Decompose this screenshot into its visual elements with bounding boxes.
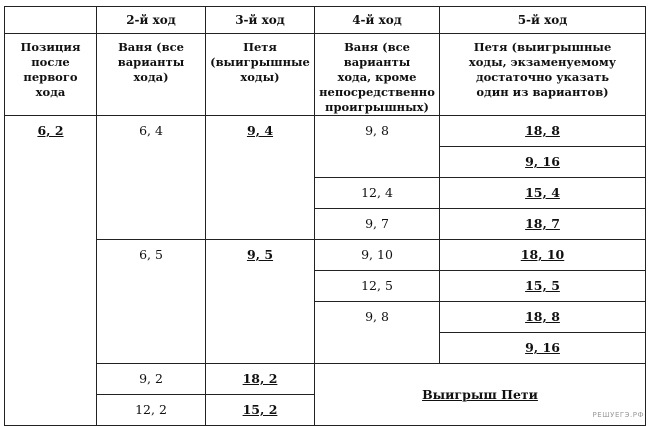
move5-value: 18, 8 [525, 123, 560, 138]
move4-value: 9, 10 [361, 247, 393, 262]
header-row-moves [5, 7, 646, 34]
header-empty-cell [5, 7, 97, 34]
table-row [5, 240, 646, 271]
move5-cell [440, 271, 646, 302]
move4-cell [315, 178, 440, 209]
game-analysis-table [4, 6, 646, 426]
subheader-vanya-all-line: Ваня (все [118, 40, 184, 54]
move3-cell [206, 395, 315, 426]
move5-value: 18, 8 [525, 309, 560, 324]
subheader-petya-final-line: Петя (выигрышные [473, 40, 612, 54]
subheader-position-line: Позиция [20, 40, 81, 54]
move5-cell [440, 302, 646, 333]
table-row [5, 116, 646, 147]
move3-cell [206, 116, 315, 240]
move2-cell [97, 395, 206, 426]
header-move-3: 3-й ход [206, 7, 315, 34]
header-move-5: 5-й ход [440, 7, 646, 34]
move3-value: 9, 4 [246, 123, 274, 138]
move2-value: 6, 5 [139, 247, 163, 262]
subheader-vanya-all-line: хода) [133, 70, 169, 84]
watermark: РЕШУЕГЭ.РФ [592, 411, 644, 419]
move5-value: 9, 16 [525, 340, 560, 355]
subheader-vanya-nonlosing-line: проигрышных) [325, 100, 429, 114]
move4-value: 12, 5 [361, 278, 393, 293]
subheader-petya-final-line: ходы, экзаменуемому [468, 55, 617, 69]
move5-cell [440, 147, 646, 178]
move5-cell [440, 116, 646, 147]
move5-value: 9, 16 [525, 154, 560, 169]
header-move-2: 2-й ход [97, 7, 206, 34]
header-row-descriptions [5, 34, 646, 116]
position-value: 6, 2 [37, 123, 64, 138]
move2-cell [97, 240, 206, 364]
subheader-position [5, 34, 97, 116]
subheader-petya-winning-line: Петя [243, 40, 277, 54]
move4-value: 12, 4 [361, 185, 393, 200]
move2-value: 9, 2 [139, 371, 163, 386]
move4-value: 9, 8 [365, 123, 389, 138]
move5-cell [440, 178, 646, 209]
move4-cell [315, 240, 440, 271]
move4-cell [315, 302, 440, 364]
header-move-4: 4-й ход [315, 7, 440, 34]
subheader-petya-final-line: один из вариантов) [476, 85, 609, 99]
subheader-vanya-nonlosing [315, 34, 440, 116]
move2-value: 6, 4 [139, 123, 163, 138]
move2-value: 12, 2 [135, 402, 167, 417]
move3-cell [206, 240, 315, 364]
subheader-position-line: первого [23, 70, 78, 84]
subheader-petya-winning-line: (выигрышные [210, 55, 310, 69]
move3-cell [206, 364, 315, 395]
table-row [5, 364, 646, 395]
move4-cell [315, 271, 440, 302]
subheader-position-line: после [31, 55, 70, 69]
move4-value: 9, 7 [365, 216, 389, 231]
move5-value: 18, 7 [525, 216, 560, 231]
subheader-petya-final-line: достаточно указать [475, 70, 610, 84]
move4-value: 9, 8 [365, 309, 389, 324]
move3-value: 15, 2 [242, 402, 278, 417]
position-cell [5, 116, 97, 426]
move5-value: 15, 5 [525, 278, 560, 293]
move4-cell [315, 209, 440, 240]
subheader-petya-final [440, 34, 646, 116]
move5-value: 18, 10 [520, 247, 565, 262]
subheader-petya-winning-line: ходы) [240, 70, 280, 84]
move5-cell [440, 209, 646, 240]
move4-cell [315, 116, 440, 178]
subheader-vanya-nonlosing-line: Ваня (все варианты [343, 40, 411, 69]
move2-cell [97, 364, 206, 395]
move5-cell [440, 333, 646, 364]
subheader-vanya-nonlosing-line: непосредственно [319, 85, 435, 99]
subheader-vanya-all-line: варианты [117, 55, 185, 69]
move5-cell [440, 240, 646, 271]
petya-wins-text: Выигрыш Пети [422, 387, 538, 402]
subheader-vanya-nonlosing-line: хода, кроме [337, 70, 417, 84]
move3-value: 18, 2 [242, 371, 278, 386]
subheader-vanya-all [97, 34, 206, 116]
subheader-position-line: хода [35, 85, 66, 99]
move3-value: 9, 5 [246, 247, 274, 262]
move2-cell [97, 116, 206, 240]
subheader-petya-winning [206, 34, 315, 116]
move5-value: 15, 4 [525, 185, 560, 200]
